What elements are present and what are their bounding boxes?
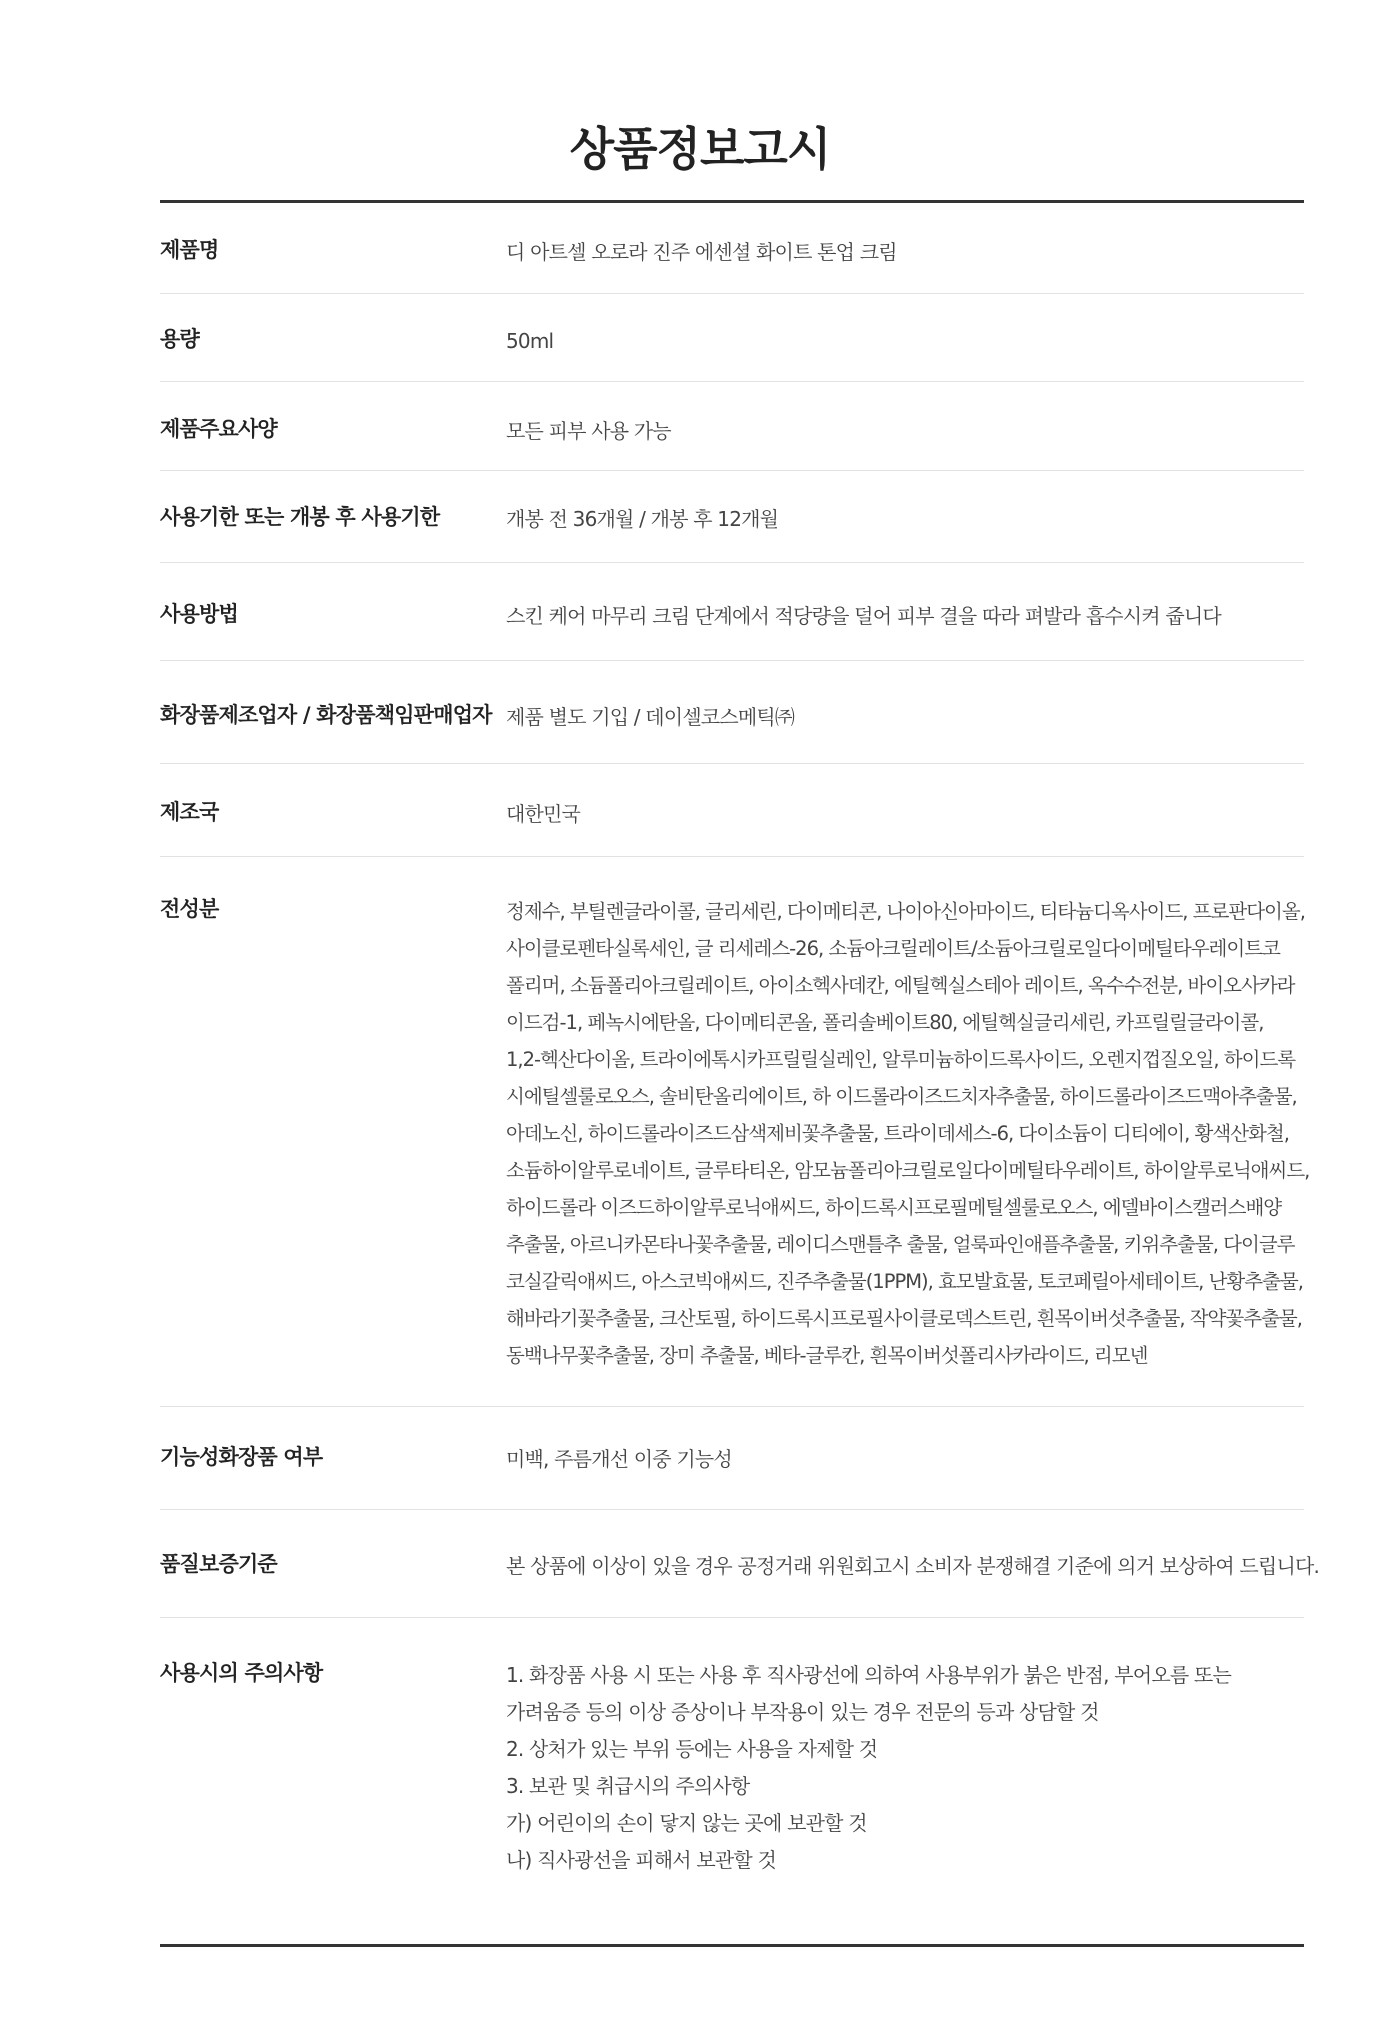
value-line: 개봉 전 36개월 / 개봉 후 12개월 bbox=[506, 507, 779, 531]
value-line: 동백나무꽃추출물, 장미 추출물, 베타-글루칸, 흰목이버섯폴리사카라이드, 리모넨 bbox=[506, 1344, 1148, 1367]
row-label: 품질보증기준 bbox=[160, 1552, 277, 1576]
row-label: 제품명 bbox=[160, 238, 219, 262]
info-row-functional bbox=[160, 1407, 1304, 1510]
value-line: 50ml bbox=[506, 329, 554, 353]
value-line: 미백, 주름개선 이중 기능성 bbox=[506, 1447, 732, 1471]
info-row-product-name bbox=[160, 203, 1304, 294]
info-row-usage bbox=[160, 563, 1304, 661]
info-row-volume bbox=[160, 294, 1304, 382]
value-line: 가) 어린이의 손이 닿지 않는 곳에 보관할 것 bbox=[506, 1811, 867, 1835]
value-line: 사이클로펜타실록세인, 글 리세레스-26, 소듐아크릴레이트/소듐아크릴로일다이메틸타우레이트코 bbox=[506, 937, 1280, 960]
value-line: 디 아트셀 오로라 진주 에센셜 화이트 톤업 크림 bbox=[506, 240, 897, 264]
row-value bbox=[506, 796, 1304, 856]
value-line: 본 상품에 이상이 있을 경우 공정거래 위원회고시 소비자 분쟁해결 기준에 의거 보상하여 드립니다. bbox=[506, 1554, 1320, 1578]
row-label: 사용시의 주의사항 bbox=[160, 1661, 323, 1685]
value-line: 가려움증 등의 이상 증상이나 부작용이 있는 경우 전문의 등과 상담할 것 bbox=[506, 1700, 1099, 1724]
value-line: 2. 상처가 있는 부위 등에는 사용을 자제할 것 bbox=[506, 1737, 878, 1761]
row-label: 화장품제조업자 / 화장품책임판매업자 bbox=[160, 703, 492, 727]
value-line: 나) 직사광선을 피해서 보관할 것 bbox=[506, 1848, 776, 1872]
value-line: 폴리머, 소듐폴리아크릴레이트, 아이소헥사데칸, 에틸헥실스테아 레이트, 옥수수전분, 바이오사카라 bbox=[506, 974, 1295, 997]
value-line: 3. 보관 및 취급시의 주의사항 bbox=[506, 1774, 750, 1798]
row-value bbox=[506, 413, 1304, 470]
row-value bbox=[506, 893, 1309, 1406]
value-line: 1,2-헥산다이올, 트라이에톡시카프릴릴실레인, 알루미늄하이드록사이드, 오렌지껍질오일, 하이드록 bbox=[506, 1048, 1296, 1071]
row-label: 용량 bbox=[160, 327, 199, 351]
row-value bbox=[506, 699, 1304, 763]
info-row-main-spec bbox=[160, 382, 1304, 471]
info-row-quality-guarantee bbox=[160, 1510, 1320, 1618]
value-line: 아데노신, 하이드롤라이즈드삼색제비꽃추출물, 트라이데세스-6, 다이소듐이 디티에이, 황색산화철, bbox=[506, 1122, 1289, 1145]
value-line: 해바라기꽃추출물, 크산토필, 하이드록시프로필사이클로덱스트린, 흰목이버섯추출물, 작약꽃추출물, bbox=[506, 1307, 1302, 1330]
value-line: 추출물, 아르니카몬타나꽃추출물, 레이디스맨틀추 출물, 얼룩파인애플추출물, 키위추출물, 다이글루 bbox=[506, 1233, 1295, 1256]
product-info-table bbox=[160, 200, 1320, 1947]
row-value bbox=[506, 323, 1304, 381]
row-value bbox=[506, 598, 1304, 660]
value-line: 이드검-1, 페녹시에탄올, 다이메티콘올, 폴리솔베이트80, 에틸헥실글리세린, 카프릴릴글라이콜, bbox=[506, 1011, 1264, 1034]
row-label: 제품주요사양 bbox=[160, 417, 277, 441]
value-line: 스킨 케어 마무리 크림 단계에서 적당량을 덜어 피부 결을 따라 펴발라 흡수시켜 줍니다 bbox=[506, 604, 1221, 628]
value-line: 시에틸셀룰로오스, 솔비탄올리에이트, 하 이드롤라이즈드치자추출물, 하이드롤라이즈드맥아추출물, bbox=[506, 1085, 1297, 1108]
value-line: 1. 화장품 사용 시 또는 사용 후 직사광선에 의하여 사용부위가 붉은 반점, 부어오름 또는 bbox=[506, 1663, 1231, 1687]
value-line: 모든 피부 사용 가능 bbox=[506, 419, 671, 443]
info-row-cautions bbox=[160, 1618, 1304, 1944]
row-value bbox=[506, 234, 1304, 293]
info-row-ingredients bbox=[160, 857, 1310, 1407]
value-line: 제품 별도 기입 / 데이셀코스메틱㈜ bbox=[506, 705, 795, 729]
row-value bbox=[506, 1441, 1304, 1509]
value-line: 하이드롤라 이즈드하이알루로닉애씨드, 하이드록시프로필메틸셀룰로오스, 에델바이스캘러스배양 bbox=[506, 1196, 1282, 1219]
info-row-manufacturer bbox=[160, 661, 1304, 764]
info-row-expiry bbox=[160, 471, 1304, 563]
row-label: 전성분 bbox=[160, 897, 219, 921]
value-line: 소듐하이알루로네이트, 글루타티온, 암모늄폴리아크릴로일다이메틸타우레이트, 하이알루로닉애씨드, bbox=[506, 1159, 1310, 1182]
value-line: 대한민국 bbox=[506, 802, 581, 826]
row-value bbox=[506, 501, 1304, 562]
row-label: 사용방법 bbox=[160, 602, 238, 626]
row-label: 기능성화장품 여부 bbox=[160, 1445, 323, 1469]
info-row-country bbox=[160, 764, 1304, 857]
page-title: 상품정보고시 bbox=[569, 121, 831, 176]
row-value bbox=[506, 1657, 1304, 1944]
row-value bbox=[506, 1548, 1319, 1617]
row-label: 사용기한 또는 개봉 후 사용기한 bbox=[160, 505, 440, 529]
value-line: 코실갈릭애씨드, 아스코빅애씨드, 진주추출물(1PPM), 효모발효물, 토코페릴아세테이트, 난황추출물, bbox=[506, 1270, 1303, 1293]
row-label: 제조국 bbox=[160, 800, 219, 824]
value-line: 정제수, 부틸렌글라이콜, 글리세린, 다이메티콘, 나이아신아마이드, 티타늄디옥사이드, 프로판다이올, bbox=[506, 900, 1305, 923]
